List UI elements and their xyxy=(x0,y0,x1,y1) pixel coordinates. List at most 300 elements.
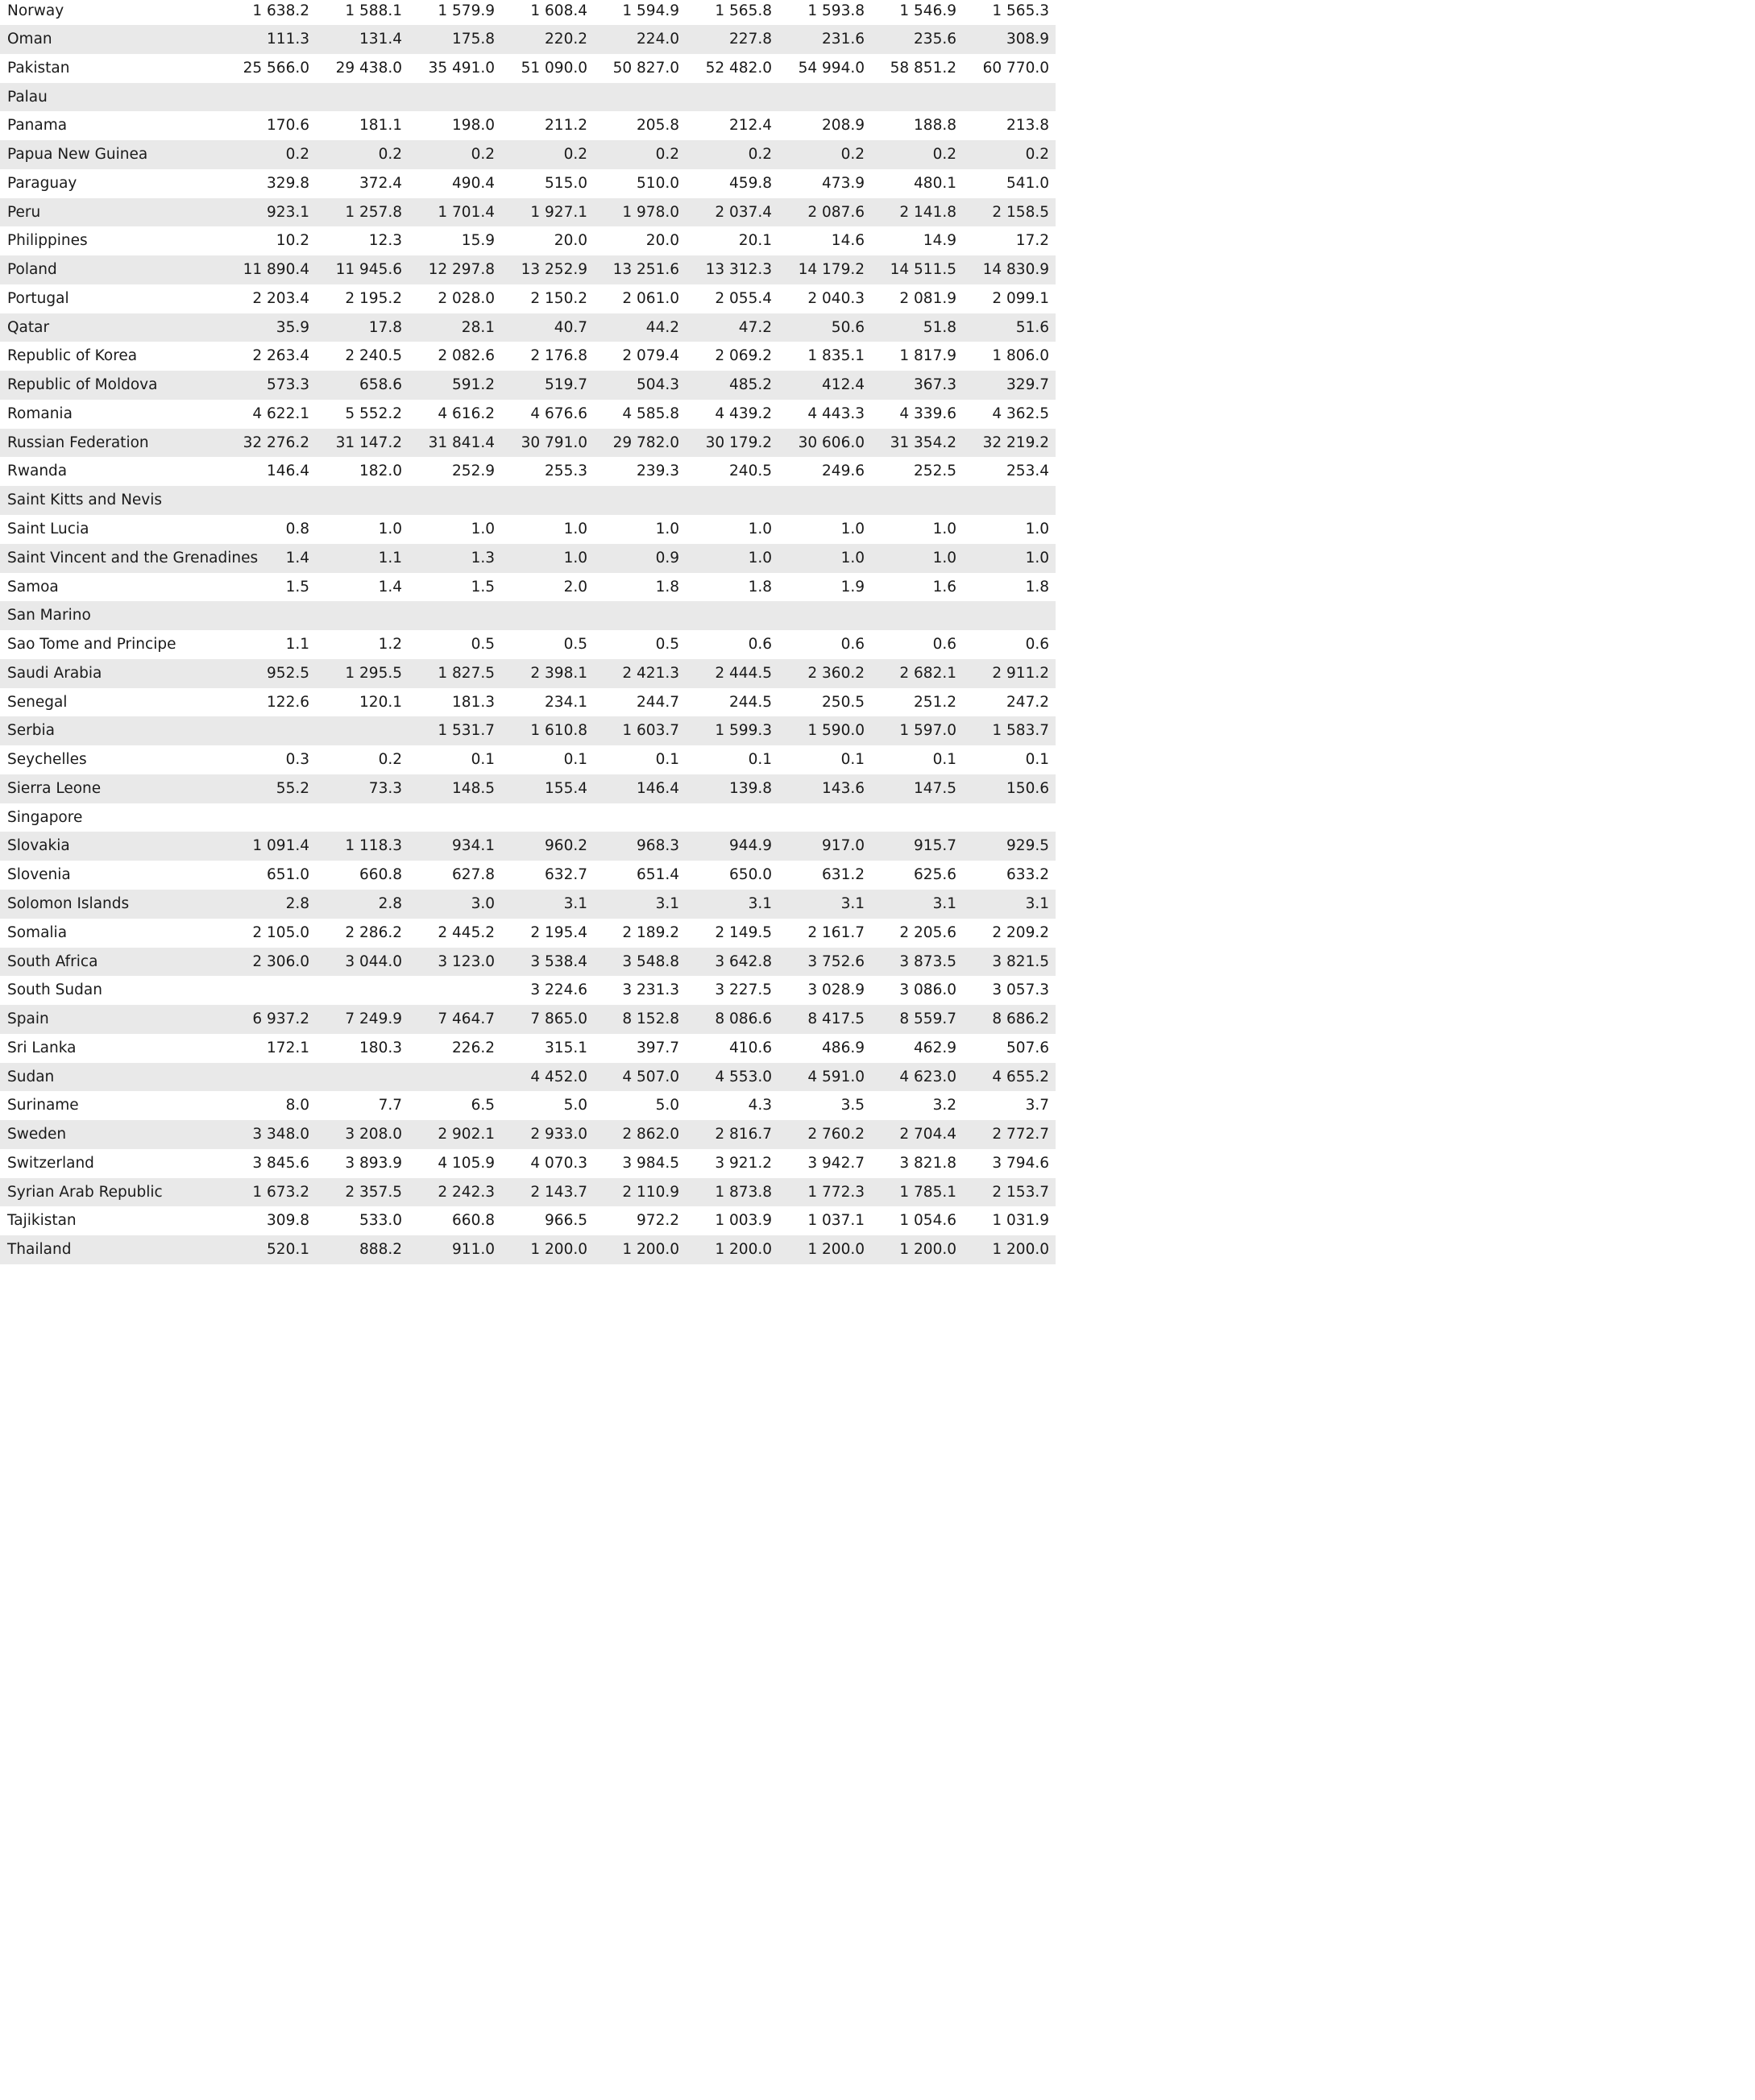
value-cell: 1.0 xyxy=(563,549,587,567)
value-cell: 3 642.8 xyxy=(715,952,772,970)
value-cell: 8 686.2 xyxy=(992,1011,1049,1028)
value-cell: 14.9 xyxy=(923,232,956,250)
value-cell: 4 676.6 xyxy=(530,405,587,422)
value-cell: 0.1 xyxy=(563,751,587,769)
value-cell: 28.1 xyxy=(461,318,495,336)
value-cell: 60 770.0 xyxy=(982,59,1049,77)
table-row xyxy=(0,25,1056,54)
value-cell: 54 994.0 xyxy=(798,59,865,77)
country-name: Slovakia xyxy=(7,837,70,855)
value-cell xyxy=(313,976,402,1005)
table-row xyxy=(0,716,1056,745)
value-cell: 2 081.9 xyxy=(899,289,956,307)
country-name: Thailand xyxy=(7,1241,72,1259)
value-cell xyxy=(221,716,309,745)
value-cell: 3.1 xyxy=(563,894,587,912)
value-cell: 2 143.7 xyxy=(530,1183,587,1201)
value-cell: 231.6 xyxy=(822,31,865,48)
value-cell xyxy=(591,601,679,630)
value-cell: 51 090.0 xyxy=(521,59,587,77)
value-cell: 0.2 xyxy=(932,146,956,164)
value-cell: 6 937.2 xyxy=(252,1011,309,1028)
value-cell: 181.1 xyxy=(359,117,402,135)
country-name: San Marino xyxy=(7,607,91,625)
value-cell: 3 044.0 xyxy=(345,952,402,970)
value-cell: 247.2 xyxy=(1006,693,1049,711)
value-cell: 1.2 xyxy=(378,636,402,654)
value-cell: 31 354.2 xyxy=(890,434,956,451)
value-cell xyxy=(683,601,772,630)
value-cell: 952.5 xyxy=(267,664,309,682)
country-name: Portugal xyxy=(7,289,69,307)
country-name: Republic of Korea xyxy=(7,347,138,365)
value-cell: 3.7 xyxy=(1025,1097,1049,1114)
value-cell xyxy=(683,83,772,112)
value-cell: 4 585.8 xyxy=(622,405,679,422)
value-cell: 2 704.4 xyxy=(899,1126,956,1143)
value-cell: 519.7 xyxy=(545,376,587,394)
value-cell: 573.3 xyxy=(267,376,309,394)
value-cell: 1.0 xyxy=(378,521,402,538)
value-cell: 31 147.2 xyxy=(335,434,402,451)
value-cell: 308.9 xyxy=(1006,31,1049,48)
value-cell: 1.0 xyxy=(840,549,865,567)
value-cell: 2 079.4 xyxy=(622,347,679,365)
country-name: Republic of Moldova xyxy=(7,376,158,394)
value-cell: 1 565.8 xyxy=(715,2,772,19)
value-cell: 2 099.1 xyxy=(992,289,1049,307)
value-cell xyxy=(313,601,402,630)
country-name: South Africa xyxy=(7,952,98,970)
value-cell: 0.2 xyxy=(378,146,402,164)
value-cell: 131.4 xyxy=(359,31,402,48)
value-cell xyxy=(868,83,956,112)
value-cell: 44.2 xyxy=(645,318,679,336)
value-cell: 0.1 xyxy=(1025,751,1049,769)
value-cell: 3 942.7 xyxy=(807,1154,865,1172)
value-cell: 972.2 xyxy=(637,1212,679,1230)
value-cell: 1 873.8 xyxy=(715,1183,772,1201)
value-cell: 1.8 xyxy=(1025,578,1049,596)
value-cell xyxy=(221,1063,309,1092)
value-cell: 20.0 xyxy=(645,232,679,250)
value-cell xyxy=(591,486,679,515)
country-name: Oman xyxy=(7,31,52,48)
value-cell: 631.2 xyxy=(822,866,865,884)
country-name: Sweden xyxy=(7,1126,67,1143)
value-cell: 3 821.8 xyxy=(899,1154,956,1172)
value-cell: 3 845.6 xyxy=(252,1154,309,1172)
table-row xyxy=(0,544,1056,573)
table-row xyxy=(0,861,1056,890)
value-cell: 1.9 xyxy=(840,578,865,596)
value-cell: 1 531.7 xyxy=(438,722,495,740)
value-cell xyxy=(683,486,772,515)
value-cell: 2 760.2 xyxy=(807,1126,865,1143)
value-cell: 3 752.6 xyxy=(807,952,865,970)
value-cell: 146.4 xyxy=(637,779,679,797)
value-cell xyxy=(313,83,402,112)
value-cell: 14.6 xyxy=(831,232,865,250)
value-cell: 0.2 xyxy=(748,146,772,164)
table-row xyxy=(0,976,1056,1005)
value-cell xyxy=(499,803,587,832)
country-name: Sierra Leone xyxy=(7,779,102,797)
value-cell: 3.1 xyxy=(1025,894,1049,912)
value-cell: 17.8 xyxy=(368,318,402,336)
value-cell: 52 482.0 xyxy=(705,59,772,77)
value-cell: 7.7 xyxy=(378,1097,402,1114)
value-cell: 1.0 xyxy=(471,521,495,538)
value-cell: 2 242.3 xyxy=(438,1183,495,1201)
country-name: Poland xyxy=(7,261,57,279)
value-cell: 244.5 xyxy=(729,693,772,711)
value-cell xyxy=(960,803,1049,832)
value-cell: 1 597.0 xyxy=(899,722,956,740)
value-cell: 4 452.0 xyxy=(530,1068,587,1085)
value-cell: 2 263.4 xyxy=(252,347,309,365)
value-cell: 4 362.5 xyxy=(992,405,1049,422)
value-cell: 660.8 xyxy=(452,1212,495,1230)
value-cell: 5 552.2 xyxy=(345,405,402,422)
value-cell: 139.8 xyxy=(729,779,772,797)
value-cell: 252.5 xyxy=(914,463,956,480)
table-row xyxy=(0,948,1056,977)
value-cell: 2 158.5 xyxy=(992,203,1049,221)
value-cell: 2 862.0 xyxy=(622,1126,679,1143)
value-cell: 213.8 xyxy=(1006,117,1049,135)
value-cell: 2 055.4 xyxy=(715,289,772,307)
value-cell: 658.6 xyxy=(359,376,402,394)
value-cell xyxy=(499,486,587,515)
value-cell xyxy=(960,486,1049,515)
table-row xyxy=(0,515,1056,544)
value-cell: 1 599.3 xyxy=(715,722,772,740)
value-cell: 2 082.6 xyxy=(438,347,495,365)
value-cell: 2 150.2 xyxy=(530,289,587,307)
value-cell: 533.0 xyxy=(359,1212,402,1230)
table-row xyxy=(0,1206,1056,1235)
value-cell: 2 682.1 xyxy=(899,664,956,682)
value-cell: 172.1 xyxy=(267,1039,309,1056)
value-cell: 148.5 xyxy=(452,779,495,797)
value-cell xyxy=(406,83,495,112)
table-row xyxy=(0,83,1056,112)
value-cell: 4 070.3 xyxy=(530,1154,587,1172)
value-cell: 2.8 xyxy=(285,894,309,912)
value-cell xyxy=(776,486,865,515)
value-cell: 224.0 xyxy=(637,31,679,48)
value-cell: 917.0 xyxy=(822,837,865,855)
value-cell: 651.0 xyxy=(267,866,309,884)
value-cell xyxy=(683,803,772,832)
value-cell: 182.0 xyxy=(359,463,402,480)
value-cell xyxy=(313,803,402,832)
value-cell: 2 209.2 xyxy=(992,923,1049,941)
value-cell: 2 772.7 xyxy=(992,1126,1049,1143)
value-cell: 1 594.9 xyxy=(622,2,679,19)
value-cell: 2 933.0 xyxy=(530,1126,587,1143)
table-row xyxy=(0,111,1056,140)
value-cell: 3.2 xyxy=(932,1097,956,1114)
value-cell: 650.0 xyxy=(729,866,772,884)
value-cell: 1 583.7 xyxy=(992,722,1049,740)
value-cell: 1.0 xyxy=(563,521,587,538)
value-cell: 1 608.4 xyxy=(530,2,587,19)
value-cell: 51.8 xyxy=(923,318,956,336)
table-row xyxy=(0,169,1056,198)
table-row xyxy=(0,342,1056,371)
value-cell: 7 249.9 xyxy=(345,1011,402,1028)
country-name: Norway xyxy=(7,2,64,19)
value-cell xyxy=(591,83,679,112)
table-row xyxy=(0,54,1056,83)
value-cell: 40.7 xyxy=(554,318,587,336)
table-row xyxy=(0,0,1056,25)
value-cell: 211.2 xyxy=(545,117,587,135)
table-row xyxy=(0,659,1056,688)
value-cell: 244.7 xyxy=(637,693,679,711)
value-cell: 252.9 xyxy=(452,463,495,480)
value-cell: 0.2 xyxy=(655,146,679,164)
value-cell: 911.0 xyxy=(452,1241,495,1259)
value-cell: 7 464.7 xyxy=(438,1011,495,1028)
value-cell: 1 200.0 xyxy=(992,1241,1049,1259)
value-cell: 462.9 xyxy=(914,1039,956,1056)
table-row xyxy=(0,803,1056,832)
country-name: Serbia xyxy=(7,722,55,740)
country-name: Spain xyxy=(7,1011,49,1028)
value-cell: 1 200.0 xyxy=(622,1241,679,1259)
country-name: Pakistan xyxy=(7,59,70,77)
country-name: Switzerland xyxy=(7,1154,94,1172)
value-cell: 253.4 xyxy=(1006,463,1049,480)
value-cell: 8 152.8 xyxy=(622,1011,679,1028)
table-row xyxy=(0,573,1056,602)
country-name: Palau xyxy=(7,88,48,106)
value-cell: 1 701.4 xyxy=(438,203,495,221)
value-cell: 212.4 xyxy=(729,117,772,135)
value-cell xyxy=(406,486,495,515)
value-cell: 2 195.2 xyxy=(345,289,402,307)
country-name: Rwanda xyxy=(7,463,68,480)
value-cell xyxy=(313,716,402,745)
value-cell: 1 638.2 xyxy=(252,2,309,19)
value-cell: 4 622.1 xyxy=(252,405,309,422)
value-cell: 12.3 xyxy=(368,232,402,250)
value-cell: 372.4 xyxy=(359,174,402,192)
country-name: Seychelles xyxy=(7,751,87,769)
table-row xyxy=(0,1005,1056,1034)
value-cell: 146.4 xyxy=(267,463,309,480)
value-cell: 1 817.9 xyxy=(899,347,956,365)
value-cell: 30 179.2 xyxy=(705,434,772,451)
value-cell: 2 398.1 xyxy=(530,664,587,682)
value-cell: 1.5 xyxy=(471,578,495,596)
value-cell: 2 176.8 xyxy=(530,347,587,365)
value-cell: 143.6 xyxy=(822,779,865,797)
value-cell: 29 782.0 xyxy=(612,434,679,451)
value-cell: 1 546.9 xyxy=(899,2,956,19)
value-cell: 3 548.8 xyxy=(622,952,679,970)
table-row xyxy=(0,1091,1056,1120)
country-name: Romania xyxy=(7,405,73,422)
value-cell: 1 590.0 xyxy=(807,722,865,740)
country-name: Slovenia xyxy=(7,866,71,884)
value-cell: 251.2 xyxy=(914,693,956,711)
value-cell: 3.1 xyxy=(748,894,772,912)
value-cell: 2 149.5 xyxy=(715,923,772,941)
value-cell: 1.0 xyxy=(748,521,772,538)
country-name: Samoa xyxy=(7,578,59,596)
value-cell: 1.1 xyxy=(285,636,309,654)
table-row xyxy=(0,313,1056,342)
country-name: Sao Tome and Principe xyxy=(7,636,176,654)
value-cell xyxy=(221,803,309,832)
value-cell xyxy=(868,803,956,832)
value-cell: 0.3 xyxy=(285,751,309,769)
value-cell: 0.6 xyxy=(840,636,865,654)
country-name: Panama xyxy=(7,117,68,135)
value-cell: 2 240.5 xyxy=(345,347,402,365)
value-cell: 0.2 xyxy=(471,146,495,164)
country-name: Papua New Guinea xyxy=(7,146,148,164)
value-cell: 0.1 xyxy=(748,751,772,769)
value-cell: 2 161.7 xyxy=(807,923,865,941)
value-cell: 1.3 xyxy=(471,549,495,567)
value-cell: 1.8 xyxy=(748,578,772,596)
value-cell: 1.4 xyxy=(285,549,309,567)
value-cell: 0.1 xyxy=(655,751,679,769)
value-cell: 1 257.8 xyxy=(345,203,402,221)
value-cell: 0.2 xyxy=(285,146,309,164)
value-cell: 1 806.0 xyxy=(992,347,1049,365)
value-cell: 8 417.5 xyxy=(807,1011,865,1028)
value-cell: 73.3 xyxy=(368,779,402,797)
value-cell: 0.5 xyxy=(563,636,587,654)
value-cell xyxy=(776,83,865,112)
country-name: Saint Vincent and the Grenadines xyxy=(7,549,259,567)
value-cell: 490.4 xyxy=(452,174,495,192)
value-cell: 625.6 xyxy=(914,866,956,884)
value-cell: 55.2 xyxy=(276,779,309,797)
value-cell: 0.2 xyxy=(840,146,865,164)
value-cell: 632.7 xyxy=(545,866,587,884)
value-cell: 3 231.3 xyxy=(622,982,679,999)
value-cell: 1 037.1 xyxy=(807,1212,865,1230)
value-cell xyxy=(960,83,1049,112)
table-row xyxy=(0,1178,1056,1207)
value-cell: 929.5 xyxy=(1006,837,1049,855)
value-cell: 1 118.3 xyxy=(345,837,402,855)
value-cell: 5.0 xyxy=(563,1097,587,1114)
country-name: Philippines xyxy=(7,232,88,250)
value-cell: 459.8 xyxy=(729,174,772,192)
value-cell: 1.0 xyxy=(840,521,865,538)
value-cell: 226.2 xyxy=(452,1039,495,1056)
value-cell: 35 491.0 xyxy=(428,59,495,77)
value-cell: 591.2 xyxy=(452,376,495,394)
value-cell: 111.3 xyxy=(267,31,309,48)
country-name: Syrian Arab Republic xyxy=(7,1183,163,1201)
value-cell: 175.8 xyxy=(452,31,495,48)
value-cell: 1.0 xyxy=(932,549,956,567)
value-cell: 2 105.0 xyxy=(252,923,309,941)
value-cell: 4 105.9 xyxy=(438,1154,495,1172)
value-cell: 11 890.4 xyxy=(243,261,309,279)
table-row xyxy=(0,1120,1056,1149)
value-cell: 1.6 xyxy=(932,578,956,596)
value-cell: 1.0 xyxy=(1025,521,1049,538)
value-cell: 0.1 xyxy=(471,751,495,769)
value-cell: 1 588.1 xyxy=(345,2,402,19)
value-cell: 122.6 xyxy=(267,693,309,711)
value-cell: 13 312.3 xyxy=(705,261,772,279)
value-cell: 3 873.5 xyxy=(899,952,956,970)
value-cell: 4 553.0 xyxy=(715,1068,772,1085)
value-cell: 2 028.0 xyxy=(438,289,495,307)
value-cell: 14 511.5 xyxy=(890,261,956,279)
value-cell xyxy=(313,1063,402,1092)
value-cell xyxy=(221,486,309,515)
value-cell: 627.8 xyxy=(452,866,495,884)
value-cell: 227.8 xyxy=(729,31,772,48)
value-cell: 50 827.0 xyxy=(612,59,679,77)
value-cell: 3 984.5 xyxy=(622,1154,679,1172)
country-name: Senegal xyxy=(7,693,68,711)
value-cell: 944.9 xyxy=(729,837,772,855)
value-cell: 8.0 xyxy=(285,1097,309,1114)
value-cell: 367.3 xyxy=(914,376,956,394)
value-cell: 2 087.6 xyxy=(807,203,865,221)
value-cell: 966.5 xyxy=(545,1212,587,1230)
value-cell: 329.8 xyxy=(267,174,309,192)
value-cell xyxy=(776,601,865,630)
value-cell: 3 921.2 xyxy=(715,1154,772,1172)
value-cell: 220.2 xyxy=(545,31,587,48)
value-cell: 520.1 xyxy=(267,1241,309,1259)
data-table xyxy=(0,0,1056,1264)
value-cell: 7 865.0 xyxy=(530,1011,587,1028)
value-cell: 507.6 xyxy=(1006,1039,1049,1056)
table-row xyxy=(0,688,1056,717)
value-cell: 2 141.8 xyxy=(899,203,956,221)
value-cell xyxy=(406,976,495,1005)
value-cell: 3.1 xyxy=(655,894,679,912)
value-cell xyxy=(868,486,956,515)
country-name: Saudi Arabia xyxy=(7,664,102,682)
value-cell: 3 208.0 xyxy=(345,1126,402,1143)
value-cell: 1 295.5 xyxy=(345,664,402,682)
value-cell xyxy=(776,803,865,832)
value-cell: 20.0 xyxy=(554,232,587,250)
value-cell: 12 297.8 xyxy=(428,261,495,279)
value-cell: 4 616.2 xyxy=(438,405,495,422)
value-cell: 2 421.3 xyxy=(622,664,679,682)
value-cell: 13 251.6 xyxy=(612,261,679,279)
value-cell: 1.1 xyxy=(378,549,402,567)
value-cell: 198.0 xyxy=(452,117,495,135)
value-cell: 32 219.2 xyxy=(982,434,1049,451)
value-cell: 2 205.6 xyxy=(899,923,956,941)
value-cell: 3 224.6 xyxy=(530,982,587,999)
table-row xyxy=(0,745,1056,774)
value-cell: 1 579.9 xyxy=(438,2,495,19)
value-cell: 1.0 xyxy=(655,521,679,538)
value-cell: 1 785.1 xyxy=(899,1183,956,1201)
value-cell xyxy=(406,1063,495,1092)
country-name: Somalia xyxy=(7,923,68,941)
